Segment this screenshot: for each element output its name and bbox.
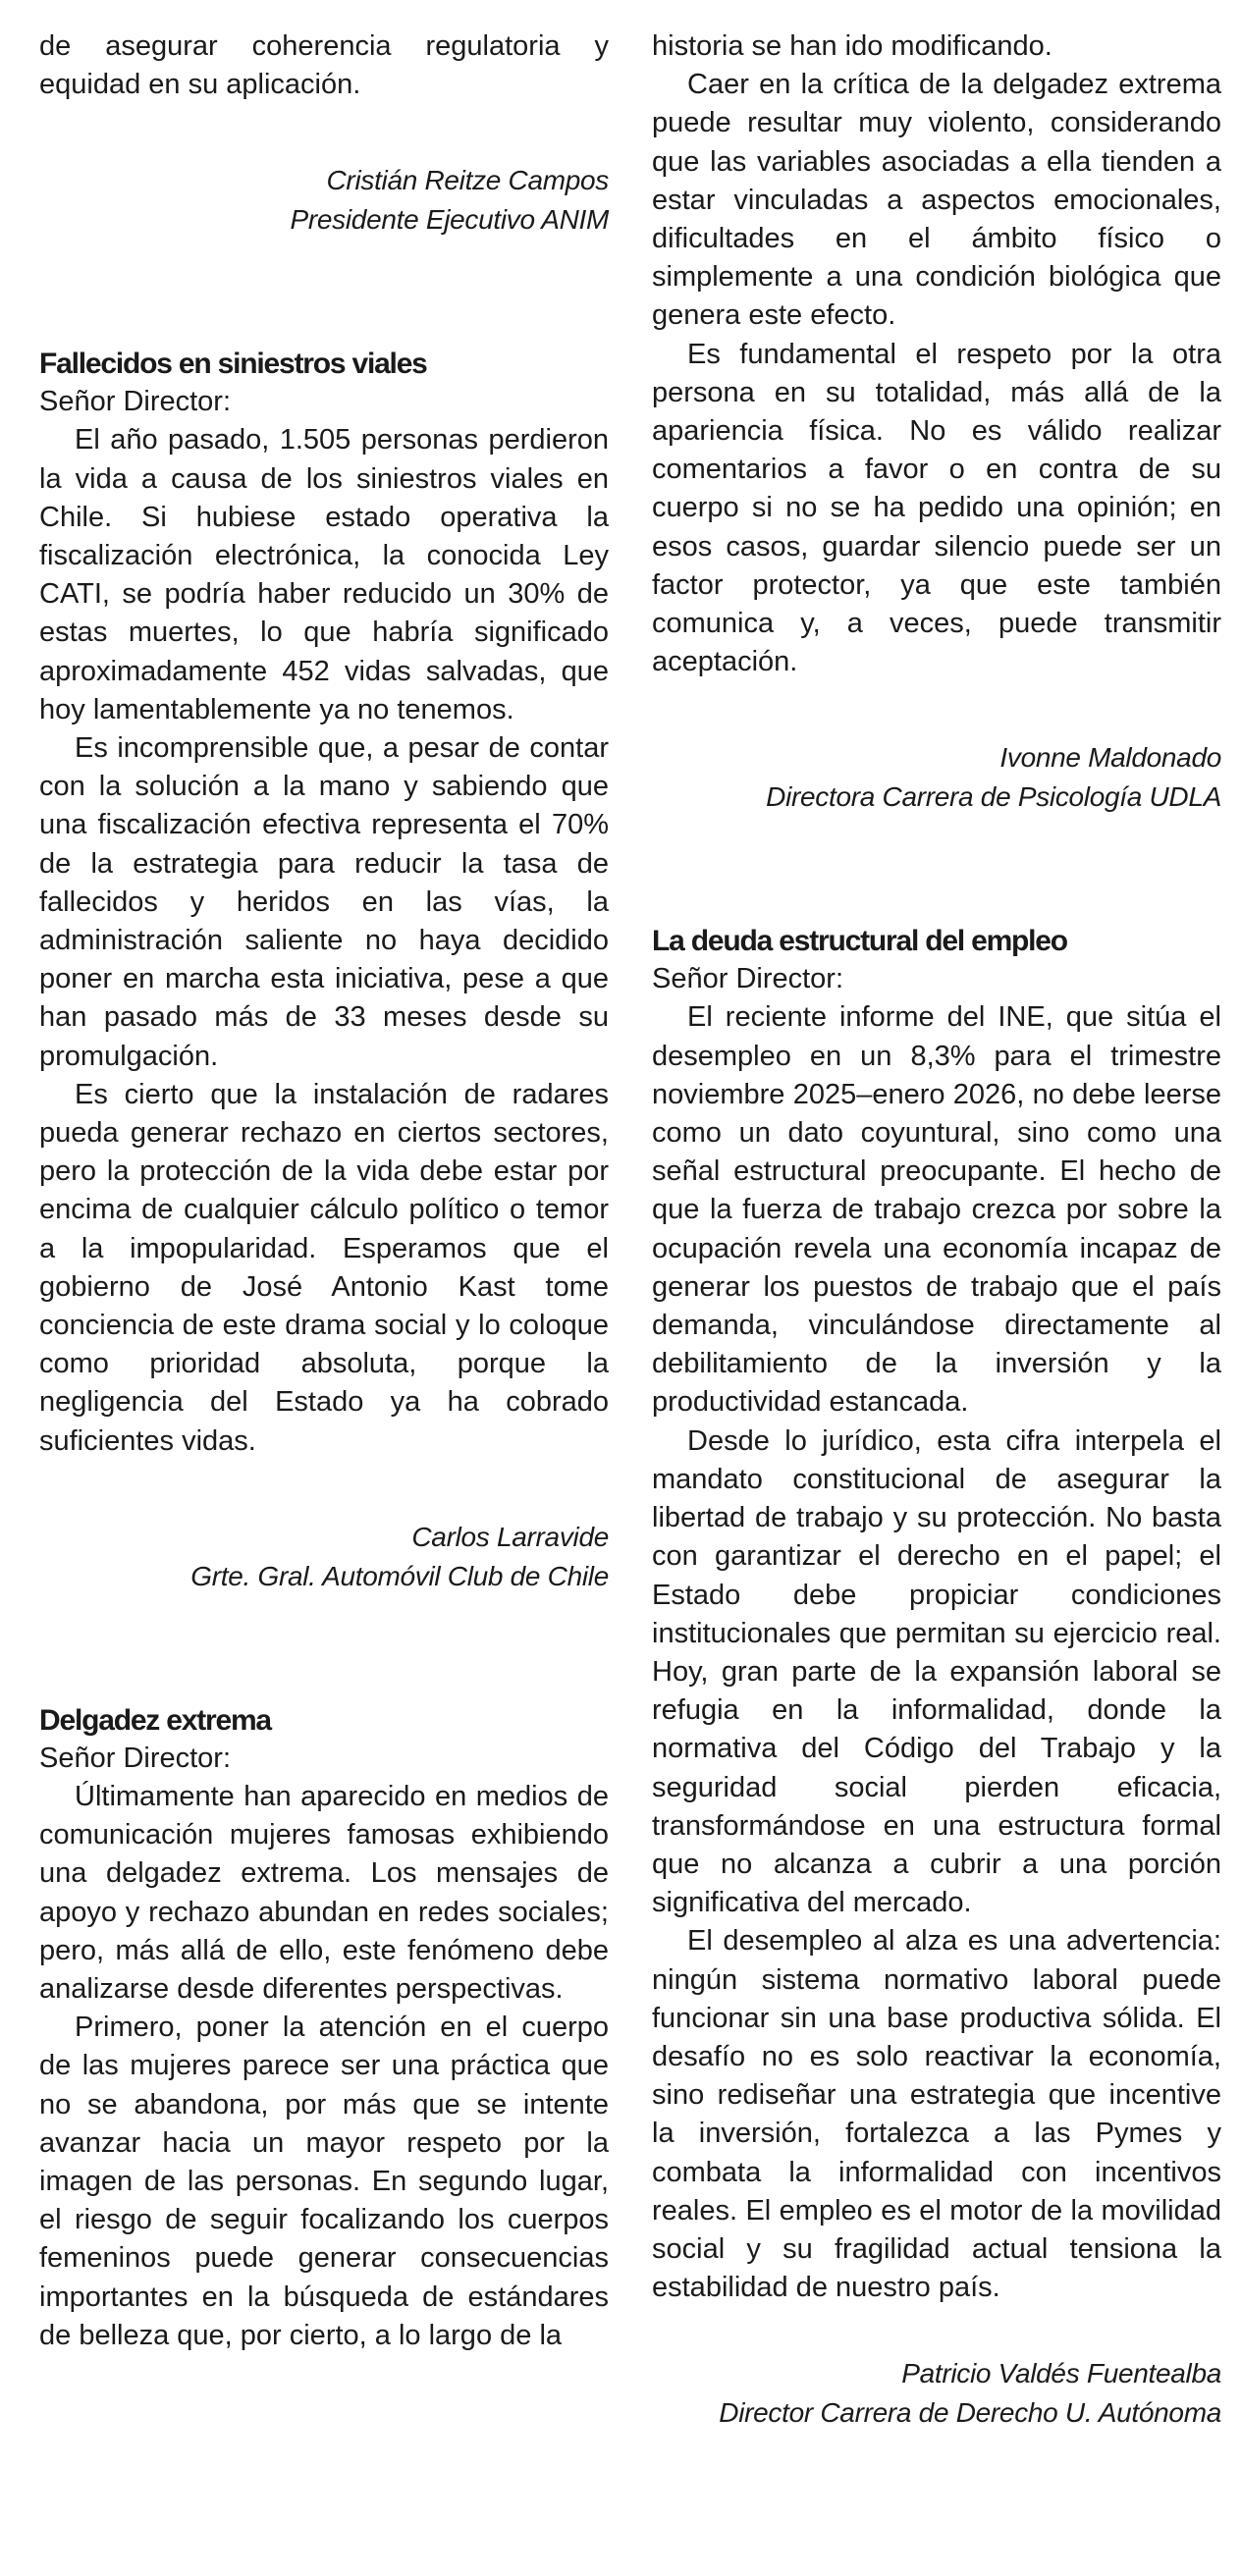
letter-paragraph: Últimamente han aparecido en medios de comunicación mujeres famosas exhibiendo una delgadez extrema. Los mensajes de apoyo y rechazo abundan en redes sociales; pero, más allá de ello, este fenómeno debe analizarse desde diferentes perspectivas.: [39, 1780, 609, 2005]
letter-paragraph: Caer en la crítica de la delgadez extrema puede resultar muy violento, considerando que las variables asociadas a ella tienden a estar vinculadas a aspectos emocionales, dificultades en el ámbito físico o simplemente a una condición biológica que genera este efecto.: [652, 69, 1221, 332]
signature-name: Patricio Valdés Fuentealba: [901, 2358, 1221, 2389]
letter-continuation: historia se han ido modificando.: [652, 30, 1052, 62]
letter-paragraph: Es incomprensible que, a pesar de contar con la solución a la mano y sabiendo que una fiscalización efectiva representa el 70% de la estrategia para reducir la tasa de fallecidos y heridos en las vías, la administración saliente no haya decidido poner en marcha esta iniciativa, pese a que han pasado más de 33 meses desde su promulgación.: [39, 732, 609, 1072]
signature-title: Directora Carrera de Psicología UDLA: [766, 781, 1221, 813]
signature-name: Carlos Larravide: [411, 1521, 609, 1552]
signature-title: Presidente Ejecutivo ANIM: [290, 204, 609, 236]
signature-name: Cristián Reitze Campos: [326, 165, 609, 196]
intro-continuation: de asegurar coherencia regulatoria y equidad en su aplicación.: [39, 30, 609, 101]
signature-name: Ivonne Maldonado: [999, 742, 1221, 774]
letter-paragraph: Desde lo jurídico, esta cifra interpela el mandato constitucional de asegurar la libertad de trabajo y su protección. No basta con garantizar el derecho en el papel; el Estado debe propiciar condiciones institucionales que permitan su ejercicio real. Hoy, gran parte de la expansión laboral se refugia en la informalidad, donde la normativa del Código del Trabajo y la seguridad social pierden eficacia, transformándose en una estructura formal que no alcanza a cubrir a una porción significativa del mercado.: [652, 1424, 1221, 1919]
letter-paragraph: Primero, poner la atención en el cuerpo de las mujeres parece ser una práctica que no se abandona, por más que se intente avanzar hacia un mayor respeto por la imagen de las personas. En segundo lugar, el riesgo de seguir focalizando los cuerpos femeninos puede generar consecuencias importantes en la búsqueda de estándares de belleza que, por cierto, a lo largo de la: [39, 2012, 609, 2351]
left-column: [39, 27, 609, 2355]
letter-greeting: Señor Director:: [39, 1742, 232, 1774]
signature-title: Grte. Gral. Automóvil Club de Chile: [190, 1560, 609, 1591]
letter-headline: Fallecidos en siniestros viales: [39, 348, 427, 381]
letter-greeting: Señor Director:: [652, 963, 844, 995]
letter-paragraph: El desempleo al alza es una advertencia: ningún sistema normativo laboral puede funcionar sin una base productiva sólida. El desafío no es solo reactivar la economía, sino rediseñar una estrategia que incentive la inversión, fortalezca a las Pymes y combata la informalidad con incentivos reales. El empleo es el motor de la movilidad social y su fragilidad actual tensiona la estabilidad de nuestro país.: [652, 1925, 1221, 2304]
right-column: [652, 27, 1221, 2433]
letter-paragraph: El año pasado, 1.505 personas perdieron la vida a causa de los siniestros viales en Chile. Si hubiese estado operativa la fiscalización electrónica, la conocida Ley CATI, se podría haber reducido un 30% de estas muertes, lo que habría significado aproximadamente 452 vidas salvadas, que hoy lamentablemente ya no tenemos.: [39, 424, 609, 725]
letter-paragraph: Es cierto que la instalación de radares pueda generar rechazo en ciertos sectores, pero la protección de la vida debe estar por encima de cualquier cálculo político o temor a la impopularidad. Esperamos que el gobierno de José Antonio Kast tome conciencia de este drama social y lo coloque como prioridad absoluta, porque la negligencia del Estado ya ha cobrado suficientes vidas.: [39, 1078, 609, 1457]
letter-headline: Delgadez extrema: [39, 1703, 271, 1737]
signature-title: Director Carrera de Derecho U. Autónoma: [719, 2397, 1221, 2429]
letter-headline: La deuda estructural del empleo: [652, 925, 1067, 958]
letter-paragraph: Es fundamental el respeto por la otra persona en su totalidad, más allá de la apariencia física. No es válido realizar comentarios a favor o en contra de su cuerpo si no se ha pedido una opinión; en esos casos, guardar silencio puede ser un factor protector, ya que este también comunica y, a veces, puede transmitir aceptación.: [652, 338, 1221, 678]
letter-greeting: Señor Director:: [39, 386, 232, 418]
letter-paragraph: El reciente informe del INE, que sitúa el desempleo en un 8,3% para el trimestre noviembre 2025–enero 2026, no debe leerse como un dato coyuntural, sino como una señal estructural preocupante. El hecho de que la fuerza de trabajo crezca por sobre la ocupación revela una economía incapaz de generar los puestos de trabajo que el país demanda, vinculándose directamente al debilitamiento de la inversión y la productividad estancada.: [652, 1001, 1221, 1419]
